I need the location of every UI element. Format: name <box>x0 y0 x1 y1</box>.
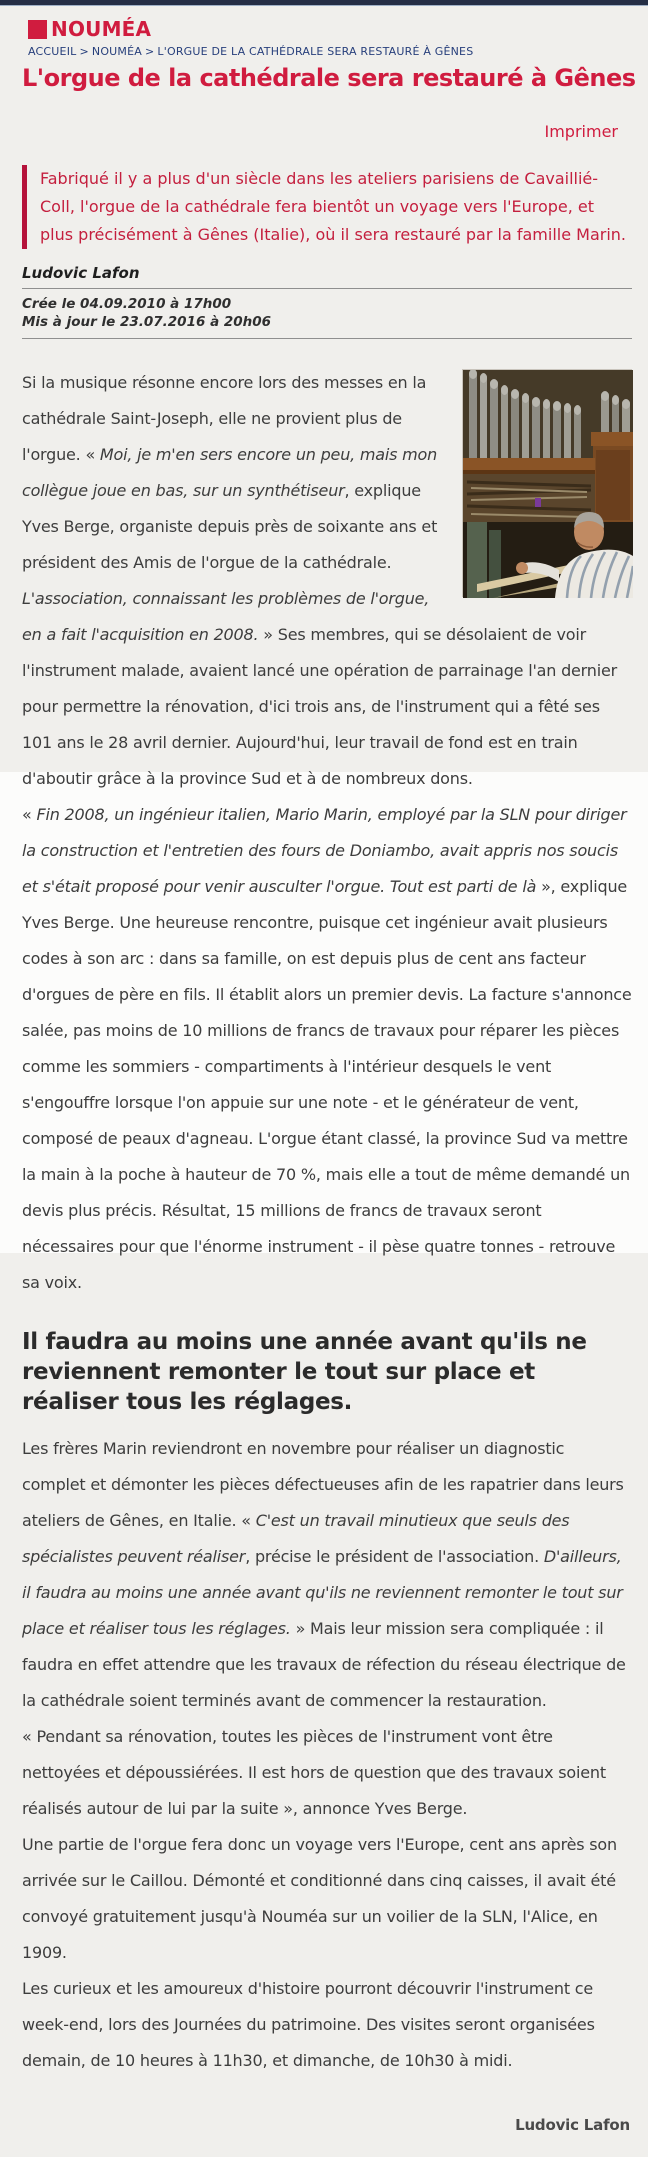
breadcrumb <box>28 45 632 58</box>
article-subheading: Il faudra au moins une année avant qu'ils ne reviennent remonter le tout sur place et réaliser tous les réglages. <box>22 1329 587 1415</box>
paragraph-text: Les frères Marin reviendront en novembre pour réaliser un diagnostic complet et démonter les pièces défectueuses afin de les rapatrier dans leurs ateliers de Gênes, en Italie. « <box>22 1439 624 1530</box>
article-paragraph <box>22 1719 632 1827</box>
breadcrumb-separator: > <box>145 45 155 58</box>
paragraph-text: « <box>22 805 37 824</box>
divider <box>22 288 632 289</box>
article-lead: Fabriqué il y a plus d'un siècle dans les ateliers parisiens de Cavaillié-Coll, l'orgue de la cathédrale fera bientôt un voyage vers l'Europe, et plus précisément à Gênes (Italie), où il sera restauré par la famille Marin. <box>22 165 632 249</box>
section-head <box>28 17 632 41</box>
paragraph-text: , explique Yves Berge, organiste depuis près de soixante ans et président des Amis de l'orgue de la cathédrale. <box>22 481 438 572</box>
top-bar <box>0 0 648 6</box>
paragraphs-after-subheading <box>22 1431 632 2079</box>
page <box>0 17 648 2157</box>
article-title: L'orgue de la cathédrale sera restauré à Gênes <box>22 64 636 92</box>
divider <box>22 338 632 339</box>
signature: Ludovic Lafon <box>515 2116 630 2134</box>
paragraph-text: Une partie de l'orgue fera donc un voyage vers l'Europe, cent ans après son arrivée sur le Caillou. Démonté et conditionné dans cinq caisses, il avait été convoyé gratuitement jusqu'à Nouméa sur un voilier de la SLN, l'Alice, en 1909. <box>22 1835 617 1962</box>
quote-text: Fin 2008, un ingénieur italien, Mario Marin, employé par la SLN pour diriger la construction et l'entretien des fours de Doniambo, avait appris nos soucis et s'était proposé pour venir ausculter l'orgue. Tout est parti de là <box>22 805 627 896</box>
breadcrumb-item[interactable]: NOUMÉA <box>91 45 142 58</box>
breadcrumb-item[interactable]: ACCUEIL <box>28 45 77 58</box>
paragraph-text: , précise le président de l'association. <box>245 1547 544 1566</box>
quote-text: D'ailleurs, il faudra au moins une année avant qu'ils ne reviennent remonter le tout sur place et réaliser tous les réglages. <box>22 1547 623 1638</box>
organ-photo-illustration <box>463 370 633 598</box>
paragraph-text: « Pendant sa rénovation, toutes les pièces de l'instrument vont être nettoyées et dépoussiérées. Il est hors de question que des travaux soient réalisés autour de lui par la suite », annonce Yves Berge. <box>22 1727 606 1818</box>
article-photo <box>462 369 632 597</box>
article-header <box>22 17 636 339</box>
paragraph-text: » Mais leur mission sera compliquée : il faudra en effet attendre que les travaux de réfection du réseau électrique de la cathédrale soient terminés avant de commencer la restauration. <box>22 1619 626 1710</box>
article-paragraph <box>22 1971 632 2079</box>
section-title-link[interactable]: NOUMÉA <box>51 17 152 41</box>
updated-date: Mis à jour le 23.07.2016 à 20h06 <box>22 314 272 330</box>
paragraph-text: Les curieux et les amoureux d'histoire pourront découvrir l'instrument ce week-end, lors des Journées du patrimoine. Des visites seront organisées demain, de 10 heures à 11h30, et dimanche, de 10h30 à midi. <box>22 1979 595 2070</box>
paragraph-text: Si la musique résonne encore lors des messes en la cathédrale Saint-Joseph, elle ne provient plus de l'orgue. « <box>22 373 427 464</box>
article-dates <box>22 295 632 331</box>
paragraph-text: » Ses membres, qui se désolaient de voir l'instrument malade, avaient lancé une opération de parrainage l'an dernier pour permettre la rénovation, d'ici trois ans, de l'instrument qui a fêté ses 101 ans le 28 avril dernier. Aujourd'hui, leur travail de fond est en train d'aboutir grâce à la province Sud et à de nombreux dons. <box>22 625 617 788</box>
print-row <box>22 122 618 141</box>
article-paragraph <box>22 797 632 1301</box>
author-byline: Ludovic Lafon <box>22 264 140 282</box>
quote-text: C'est un travail minutieux que seuls des spécialistes peuvent réaliser <box>22 1511 570 1566</box>
paragraph-text: », explique Yves Berge. Une heureuse rencontre, puisque cet ingénieur avait plusieurs codes à son arc : dans sa famille, on est depuis plus de cent ans facteur d'orgues de père en fils. Il établit alors un premier devis. La facture s'annonce salée, pas moins de 10 millions de francs de travaux pour réparer les pièces comme les sommiers - compartiments à l'intérieur desquels le vent s'engouffre lorsque l'on appuie sur une note - et le générateur de vent, composé de peaux d'agneau. L'orgue étant classé, la province Sud va mettre la main à la poche à hauteur de 70 %, mais elle a tout de même demandé un devis plus précis. Résultat, 15 millions de francs de travaux seront nécessaires pour que l'énorme instrument - il pèse quatre tonnes - retrouve sa voix. <box>22 877 632 1292</box>
brand-square-icon <box>28 20 47 39</box>
breadcrumb-separator: > <box>79 45 89 58</box>
created-date: Crée le 04.09.2010 à 17h00 <box>22 296 232 312</box>
quote-text: L'association, connaissant les problèmes de l'orgue, en a fait l'acquisition en 2008. <box>22 589 430 644</box>
article-body <box>22 365 632 2143</box>
breadcrumb-item: L'ORGUE DE LA CATHÉDRALE SERA RESTAURÉ À GÊNES <box>157 45 474 58</box>
article-paragraph <box>22 1431 632 1719</box>
quote-text: Moi, je m'en sers encore un peu, mais mon collègue joue en bas, sur un synthétiseur <box>22 445 438 500</box>
print-link[interactable]: Imprimer <box>544 122 618 141</box>
article-paragraph <box>22 1827 632 1971</box>
